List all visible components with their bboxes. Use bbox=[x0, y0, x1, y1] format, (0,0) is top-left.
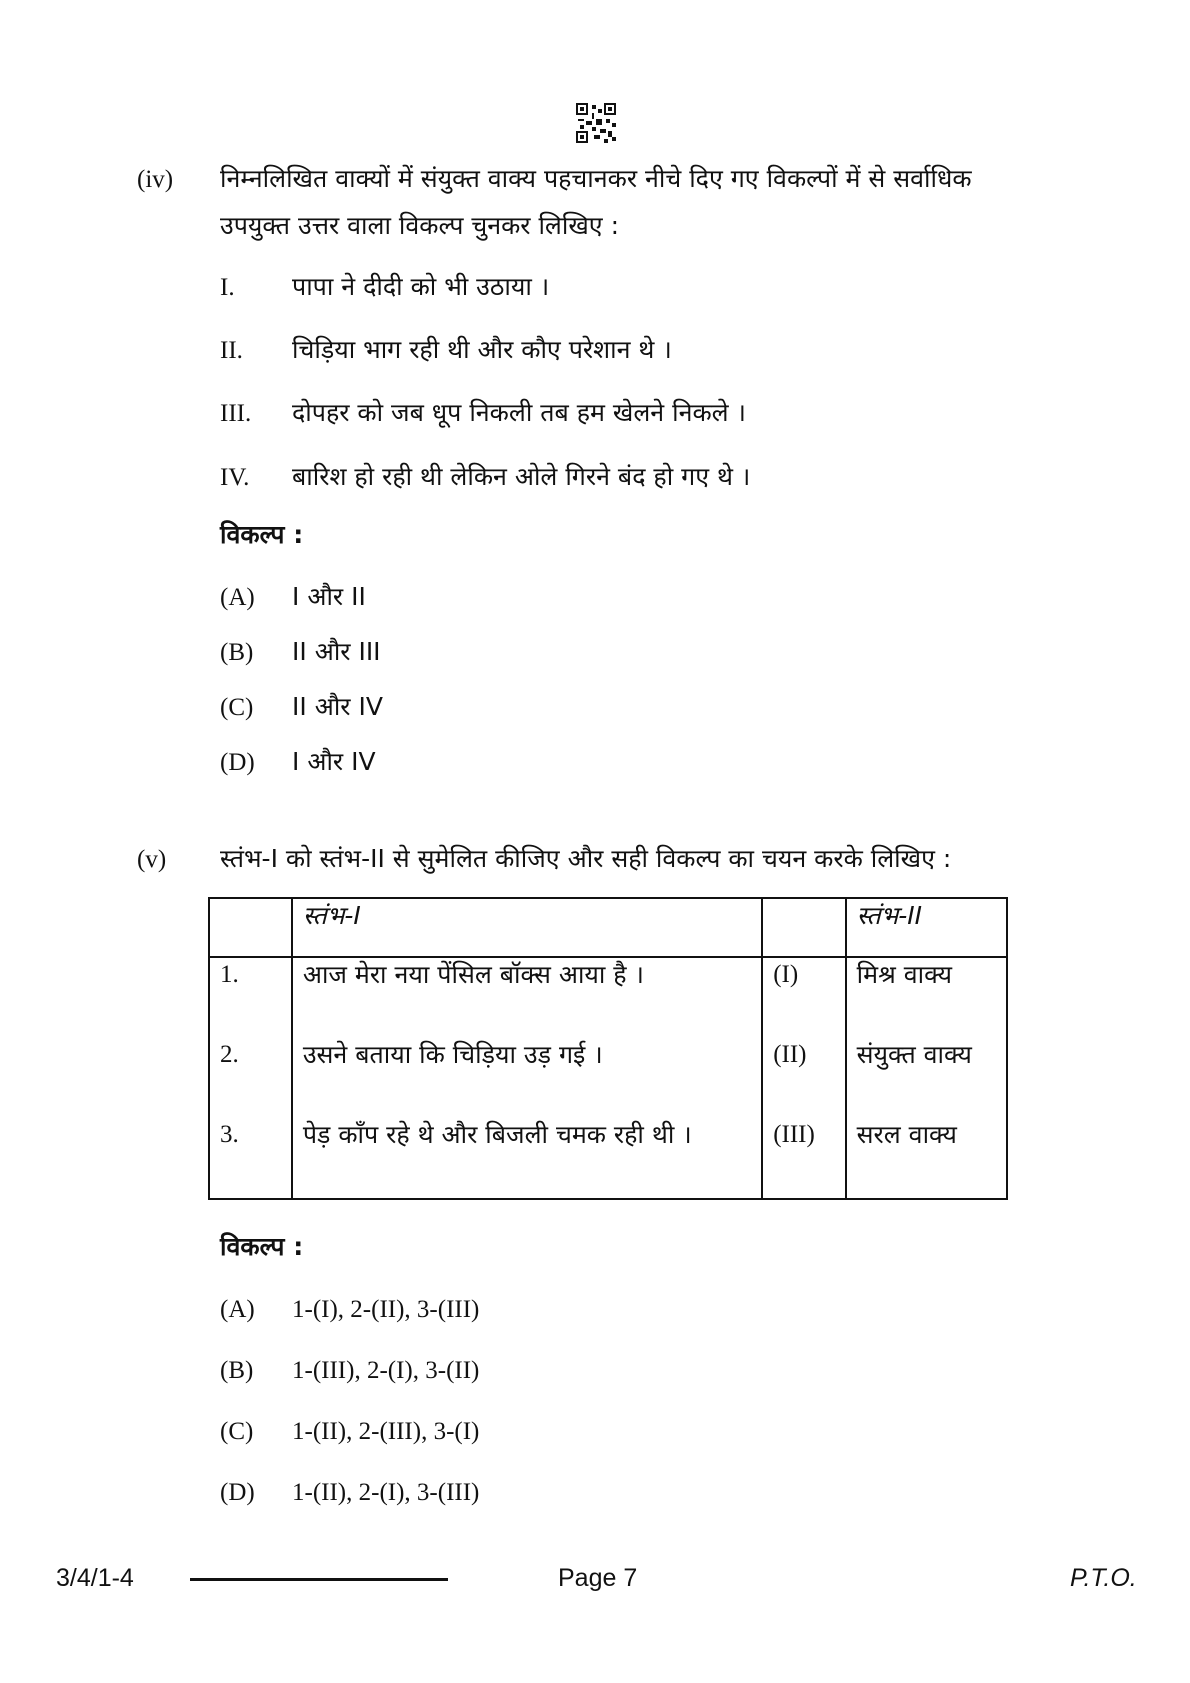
row-number: 3. bbox=[220, 1121, 239, 1148]
option-text: II और IV bbox=[292, 692, 383, 721]
row-number: 1. bbox=[220, 961, 239, 988]
page-number: Page 7 bbox=[558, 1564, 638, 1592]
column-2-item: सरल वाक्य bbox=[856, 1120, 957, 1149]
column-1-item: उसने बताया कि चिड़िया उड़ गई । bbox=[302, 1040, 603, 1069]
options-heading: विकल्प : bbox=[220, 520, 304, 549]
qr-code-icon bbox=[576, 103, 616, 143]
pto-label: P.T.O. bbox=[1070, 1564, 1137, 1592]
option-text: I और II bbox=[292, 582, 366, 611]
option-item bbox=[220, 1476, 479, 1510]
option-label: (D) bbox=[220, 749, 255, 776]
column-1-cell bbox=[292, 957, 762, 1199]
question-number: (v) bbox=[137, 846, 167, 873]
option-label: (B) bbox=[220, 1357, 254, 1384]
numbers-cell bbox=[209, 957, 292, 1199]
option-item bbox=[220, 1354, 479, 1388]
option-item bbox=[220, 635, 381, 670]
sentence-text: बारिश हो रही थी लेकिन ओले गिरने बंद हो गए थे । bbox=[292, 462, 751, 491]
sentence-item bbox=[220, 270, 549, 305]
option-label: (D) bbox=[220, 1479, 255, 1506]
option-item bbox=[220, 1293, 479, 1327]
option-item bbox=[220, 745, 376, 780]
paper-code: 3/4/1-4 bbox=[56, 1564, 134, 1592]
roman-label: (I) bbox=[773, 961, 799, 988]
option-text: 1-(II), 2-(I), 3-(III) bbox=[292, 1479, 480, 1506]
column-1-item: पेड़ काँप रहे थे और बिजली चमक रही थी । bbox=[302, 1120, 692, 1149]
table-body-row bbox=[209, 957, 1007, 1199]
sentence-text: पापा ने दीदी को भी उठाया । bbox=[292, 272, 550, 301]
roman-label: (II) bbox=[773, 1041, 807, 1068]
table-header-row bbox=[209, 898, 1007, 957]
sentence-item bbox=[220, 333, 672, 368]
option-label: (A) bbox=[220, 584, 255, 611]
sentence-item bbox=[220, 396, 746, 431]
column-1-item: आज मेरा नया पेंसिल बॉक्स आया है । bbox=[302, 960, 644, 989]
question-prompt-line2: उपयुक्त उत्तर वाला विकल्प चुनकर लिखिए : bbox=[220, 211, 620, 240]
sentence-text: दोपहर को जब धूप निकली तब हम खेलने निकले । bbox=[292, 398, 747, 427]
option-text: 1-(II), 2-(III), 3-(I) bbox=[292, 1418, 480, 1445]
sentence-label: II. bbox=[220, 337, 243, 364]
option-item bbox=[220, 580, 366, 615]
column-2-item: मिश्र वाक्य bbox=[856, 960, 952, 989]
roman-label: (III) bbox=[773, 1121, 815, 1148]
sentence-label: IV. bbox=[220, 464, 250, 491]
header-column-1: स्तंभ-I bbox=[292, 898, 762, 957]
option-label: (C) bbox=[220, 694, 254, 721]
header-cell-empty bbox=[762, 898, 845, 957]
footer-rule bbox=[190, 1578, 448, 1581]
option-item bbox=[220, 1415, 479, 1449]
option-item bbox=[220, 690, 383, 725]
option-label: (C) bbox=[220, 1418, 254, 1445]
question-prompt: स्तंभ-I को स्तंभ-II से सुमेलित कीजिए और सही विकल्प का चयन करके लिखिए : bbox=[220, 844, 952, 873]
option-text: II और III bbox=[292, 637, 381, 666]
column-2-cell bbox=[846, 957, 1007, 1199]
match-table bbox=[208, 897, 1008, 1200]
option-text: 1-(I), 2-(II), 3-(III) bbox=[292, 1296, 480, 1323]
question-number: (iv) bbox=[137, 166, 174, 193]
row-number: 2. bbox=[220, 1041, 239, 1068]
sentence-label: III. bbox=[220, 400, 252, 427]
header-cell-empty bbox=[209, 898, 292, 957]
sentence-label: I. bbox=[220, 274, 235, 301]
roman-cell bbox=[762, 957, 845, 1199]
option-text: 1-(III), 2-(I), 3-(II) bbox=[292, 1357, 480, 1384]
sentence-text: चिड़िया भाग रही थी और कौए परेशान थे । bbox=[292, 335, 672, 364]
option-label: (A) bbox=[220, 1296, 255, 1323]
options-heading: विकल्प : bbox=[220, 1232, 304, 1261]
question-prompt-line1: निम्नलिखित वाक्यों में संयुक्त वाक्य पहचानकर नीचे दिए गए विकल्पों में से सर्वाधिक bbox=[220, 164, 972, 193]
header-column-2: स्तंभ-II bbox=[846, 898, 1007, 957]
sentence-item bbox=[220, 460, 750, 495]
column-2-item: संयुक्त वाक्य bbox=[856, 1040, 972, 1069]
option-label: (B) bbox=[220, 639, 254, 666]
option-text: I और IV bbox=[292, 747, 376, 776]
